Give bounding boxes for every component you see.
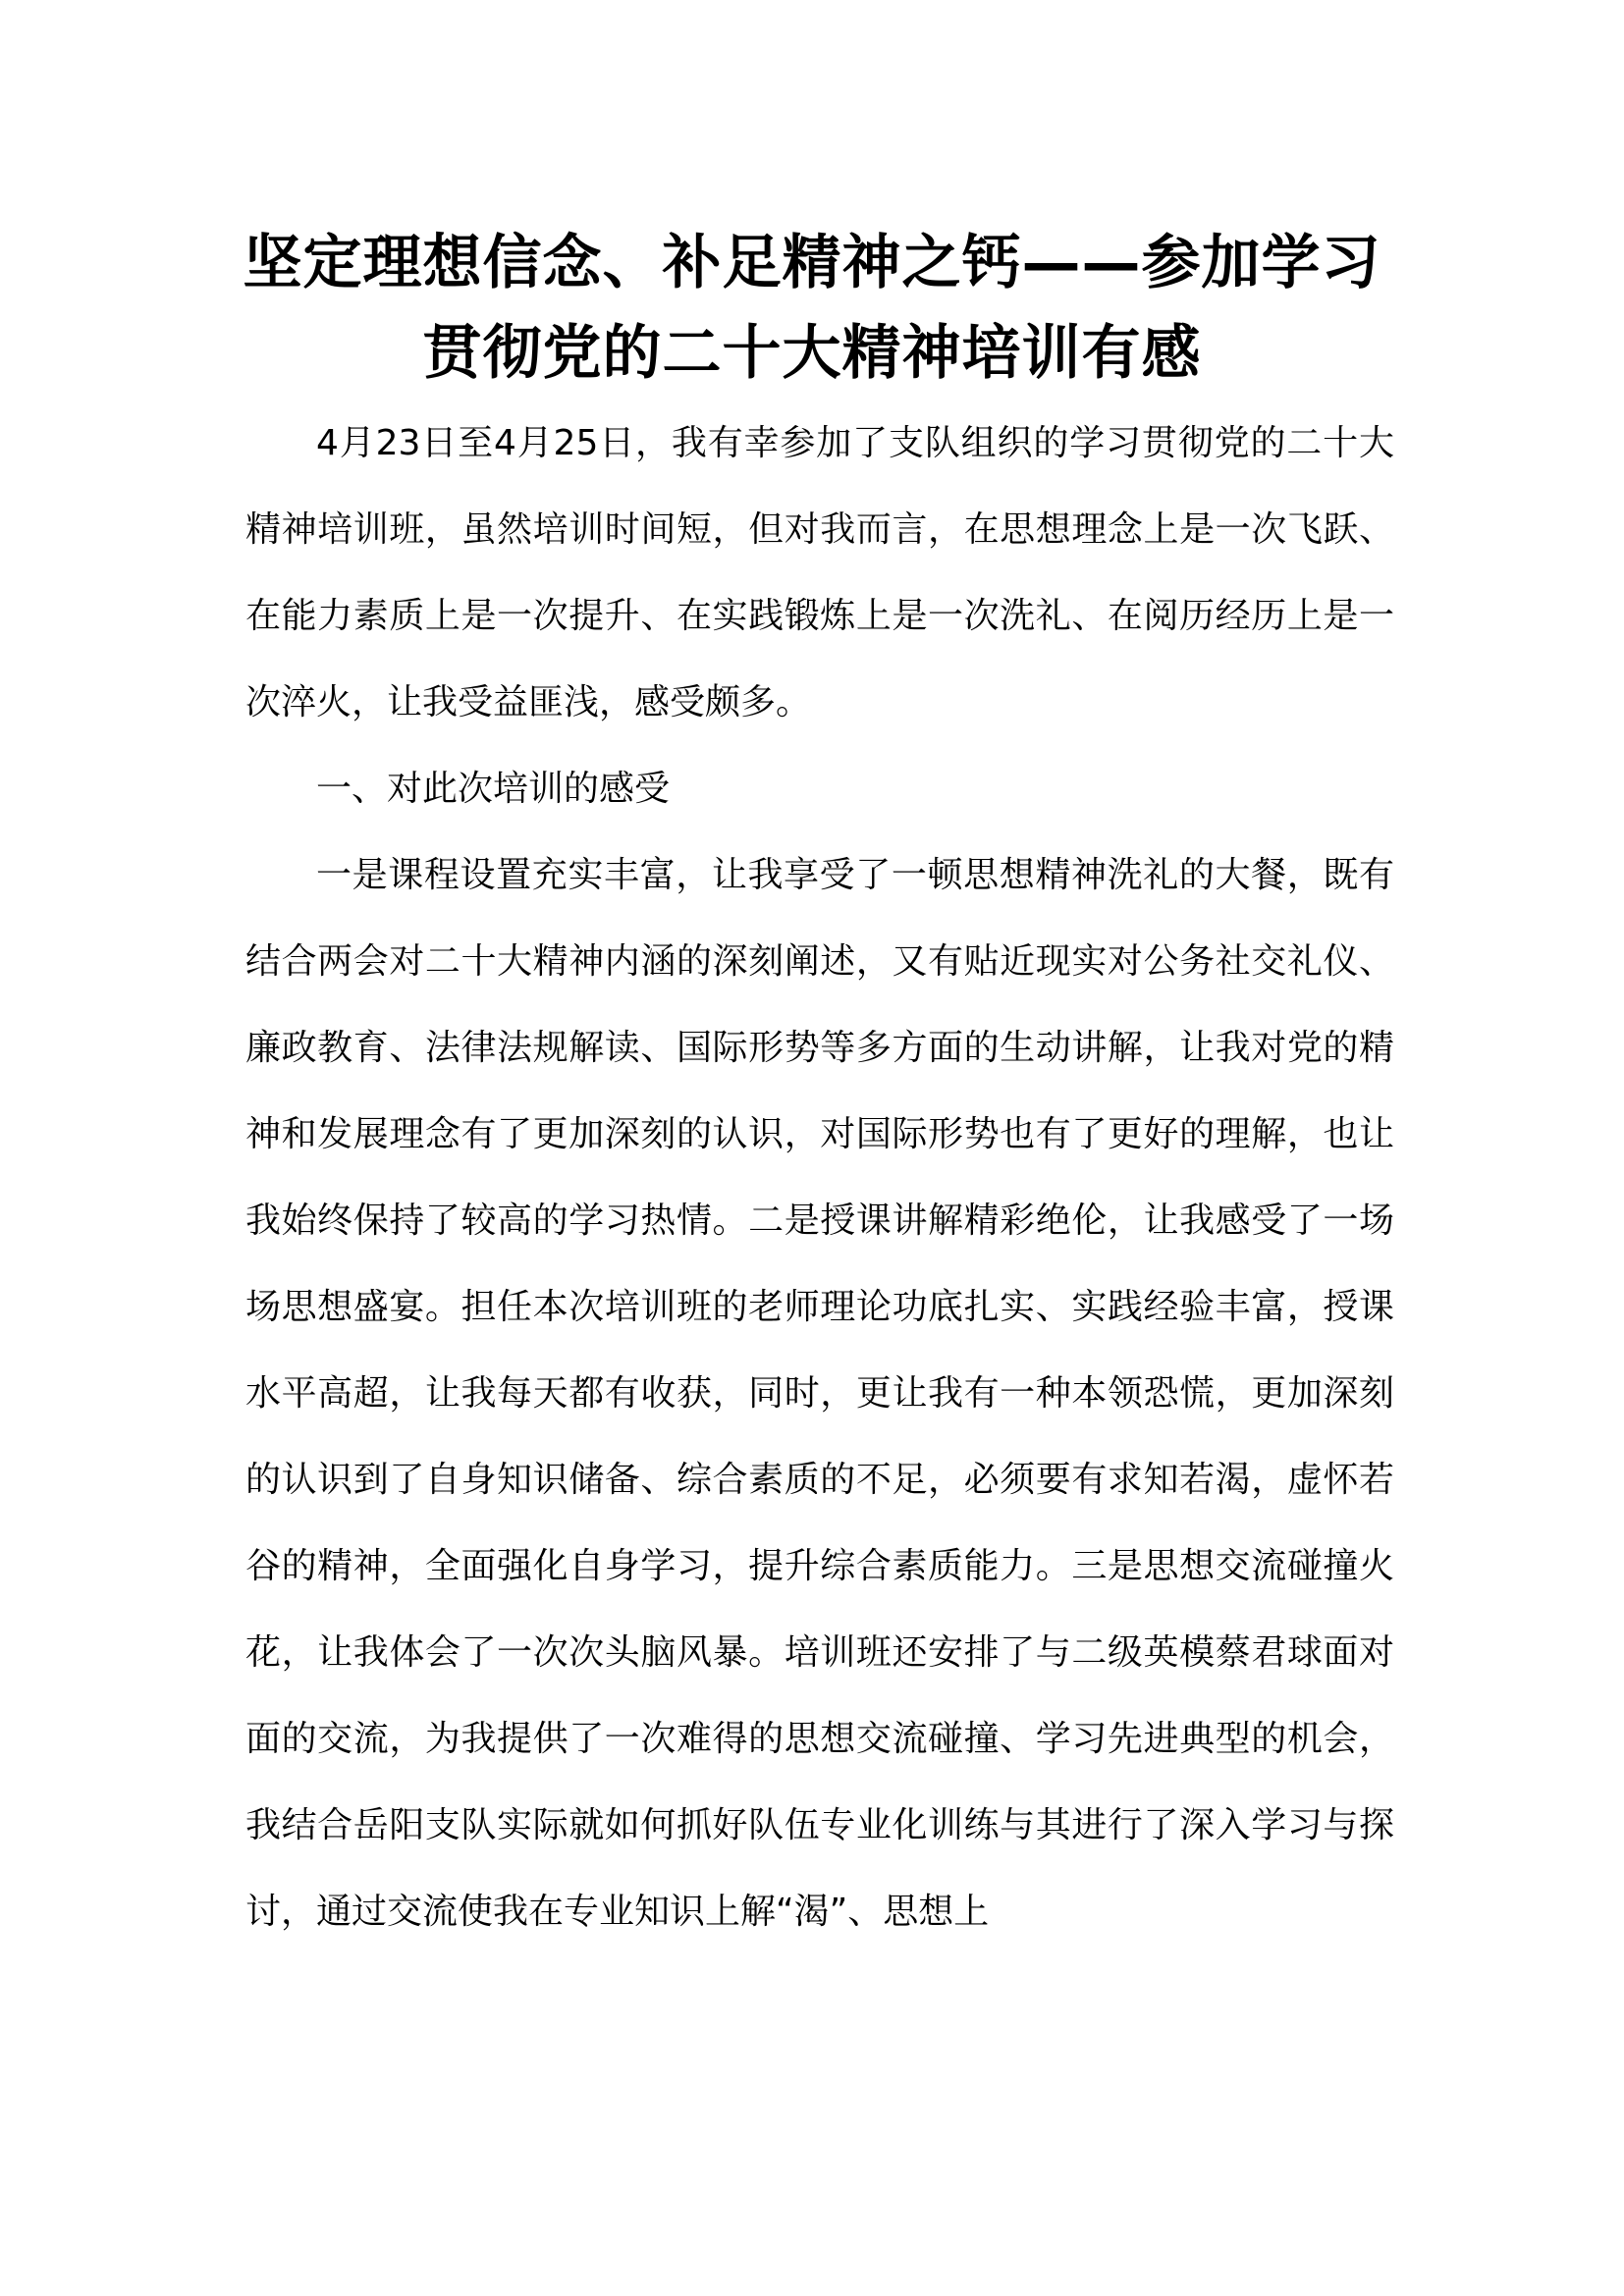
paragraph-intro: 4月23日至4月25日，我有幸参加了支队组织的学习贯彻党的二十大精神培训班，虽然培训时间短，但对我而言，在思想理念上是一次飞跃、在能力素质上是一次提升、在实践锻炼上是一次洗礼、在阅历经历上是一次淬火，让我受益匪浅，感受颇多。 — [245, 423, 1394, 722]
title-line-1: 坚定理想信念、补足精神之钙——参加学习 — [243, 229, 1381, 297]
document-body — [245, 400, 1394, 1955]
section-heading: 一、对此次培训的感受 — [316, 769, 671, 809]
document-title — [196, 218, 1428, 399]
paragraph-feelings: 一是课程设置充实丰富，让我享受了一顿思想精神洗礼的大餐，既有结合两会对二十大精神内涵的深刻阐述，又有贴近现实对公务社交礼仪、廉政教育、法律法规解读、国际形势等多方面的生动讲解，让我对党的精神和发展理念有了更加深刻的认识，对国际形势也有了更好的理解，也让我始终保持了较高的学习热情。二是授课讲解精彩绝伦，让我感受了一场场思想盛宴。担任本次培训班的老师理论功底扎实、实践经验丰富，授课水平高超，让我每天都有收获，同时，更让我有一种本领恐慌，更加深刻的认识到了自身知识储备、综合素质的不足，必须要有求知若渴，虚怀若谷的精神，全面强化自身学习，提升综合素质能力。三是思想交流碰撞火花，让我体会了一次次头脑风暴。培训班还安排了与二级英模蔡君球面对面的交流，为我提供了一次难得的思想交流碰撞、学习先进典型的机会，我结合岳阳支队实际就如何抓好队伍专业化训练与其进行了深入学习与探讨，通过交流使我在专业知识上解“渴”、思想上 — [245, 855, 1394, 1932]
title-line-2: 贯彻党的二十大精神培训有感 — [422, 319, 1202, 388]
